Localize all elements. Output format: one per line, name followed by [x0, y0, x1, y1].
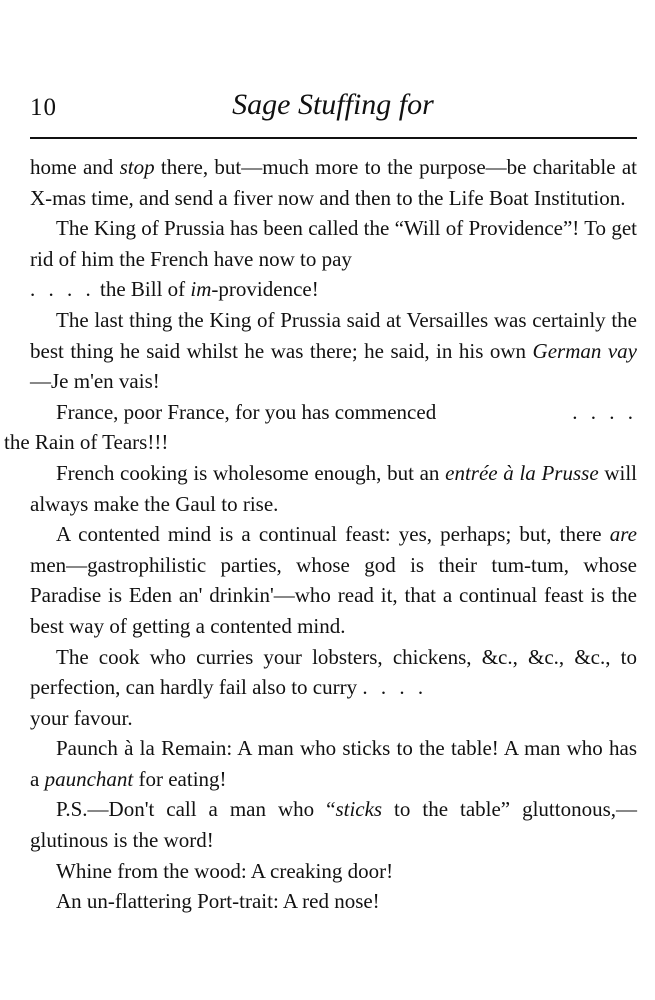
paragraph-5: French cooking is wholesome enough, but an entrée à la Prusse will always make the Gaul to rise.	[30, 460, 637, 516]
paragraph-2: The King of Prussia has been called the “Will of Providence”! To get rid of him the French have now to pay . . . . the Bill of im-providence!	[30, 216, 637, 302]
paragraph-1: home and stop there, but—much more to the purpose—be charitable at X-mas time, and send a fiver now and then to the Life Boat Institution.	[30, 155, 637, 210]
paragraph-4: France, poor France, for you has commenced . . . . the Rain of Tears!!!	[30, 397, 637, 458]
paragraph-11: An un-flattering Port-trait: A red nose!	[56, 889, 380, 914]
paragraph-7: The cook who curries your lobsters, chickens, &c., &c., &c., to perfection, can hardly fail also to curry . . . . your favour.	[30, 644, 637, 730]
page-header	[30, 88, 636, 132]
paragraph-9: P.S.—Don't call a man who “sticks to the table” gluttonous,—glutinous is the word!	[30, 797, 638, 853]
paragraph-3: The last thing the King of Prussia said at Versailles was certainly the best thing he said whilst he was there; he said, in his own German vay—Je m'en vais!	[30, 307, 637, 394]
running-title: Sage Stuffing for	[232, 88, 434, 121]
paragraph-10: Whine from the wood: A creaking door!	[56, 858, 394, 883]
body-text	[4, 152, 638, 917]
paragraph-8: Paunch à la Remain: A man who sticks to the table! A man who has a paunchant for eating!	[30, 736, 637, 791]
ellipsis-dots: . . . .	[572, 399, 637, 424]
page-number: 10	[30, 94, 57, 121]
ellipsis-dots: . . . .	[362, 675, 428, 700]
paragraph-6: A contented mind is a continual feast: yes, perhaps; but, there are men—gastrophilistic parties, whose god is their tum-tum, whose Paradise is Eden an' drinkin'—who read it, that a continual feast is the best way of getting a contented mind.	[30, 522, 637, 638]
header-rule	[30, 137, 637, 139]
ellipsis-dots: . . . .	[30, 277, 95, 302]
